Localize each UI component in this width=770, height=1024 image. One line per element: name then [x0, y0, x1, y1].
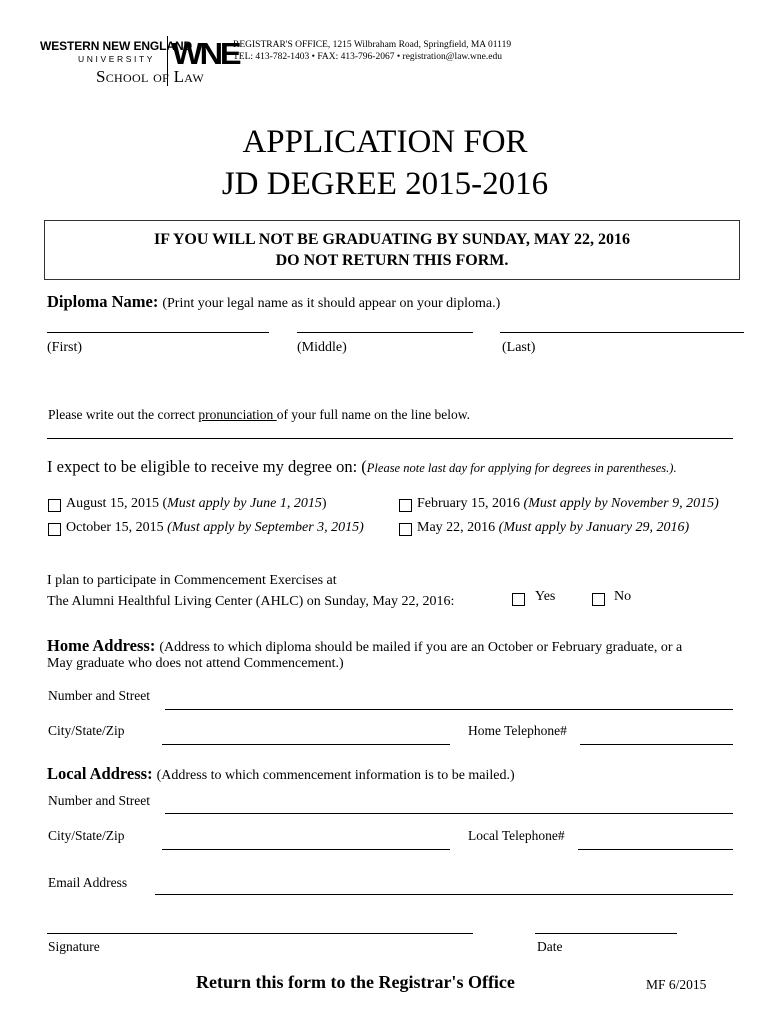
option-date: October 15, 2015: [66, 520, 168, 535]
eligibility-note: Please note last day for applying for degrees in parentheses.).: [366, 461, 677, 475]
option-deadline: (Must apply by September 3, 2015): [167, 520, 364, 535]
commencement-no-label: No: [614, 589, 632, 604]
diploma-name-section: [47, 292, 500, 312]
logo-mark: WNE: [172, 36, 239, 71]
home-street-label: Number and Street: [48, 688, 150, 703]
home-address-instruction-line1: (Address to which diploma should be mailed if you are an October or February graduate, or a: [159, 640, 683, 655]
commencement-line1: I plan to participate in Commencement Exercises at: [47, 573, 337, 588]
local-city-field[interactable]: [162, 849, 450, 850]
option-oct-2015-checkbox[interactable]: [48, 523, 61, 536]
option-deadline: Must apply by June 1, 2015: [167, 496, 322, 511]
form-code: MF 6/2015: [646, 977, 707, 992]
last-name-label: (Last): [502, 340, 536, 355]
pronunciation-field[interactable]: [47, 438, 733, 439]
commencement-line2: The Alumni Healthful Living Center (AHLC) on Sunday, May 22, 2016:: [47, 594, 455, 609]
option-aug-2015-checkbox[interactable]: [48, 499, 61, 512]
first-name-field[interactable]: [47, 332, 269, 333]
email-field[interactable]: [155, 894, 733, 895]
local-address-heading: Local Address:: [47, 764, 153, 783]
home-phone-field[interactable]: [580, 744, 733, 745]
option-oct-2015-label: [66, 520, 364, 536]
option-deadline: (Must apply by January 29, 2016): [498, 520, 690, 535]
local-phone-label: Local Telephone#: [468, 828, 565, 843]
local-street-field[interactable]: [165, 813, 733, 814]
email-label: Email Address: [48, 875, 128, 890]
date-field[interactable]: [535, 933, 677, 934]
diploma-instruction: (Print your legal name as it should appear on your diploma.): [162, 296, 501, 311]
form-title-line1: APPLICATION FOR: [242, 124, 528, 160]
pronunciation-text-before: Please write out the correct: [48, 407, 199, 422]
commencement-no-checkbox[interactable]: [592, 593, 605, 606]
notice-box: [44, 220, 740, 280]
first-name-label: (First): [47, 340, 82, 355]
return-instruction: Return this form to the Registrar's Office: [196, 972, 515, 992]
option-date: August 15, 2015 (: [66, 496, 168, 511]
middle-name-label: (Middle): [297, 340, 347, 355]
commencement-yes-checkbox[interactable]: [512, 593, 525, 606]
last-name-field[interactable]: [500, 332, 744, 333]
logo-wordmark-line3: School of Law: [96, 67, 204, 86]
diploma-heading: Diploma Name:: [47, 292, 159, 311]
option-aug-2015-label: [66, 496, 327, 512]
home-street-field[interactable]: [165, 709, 733, 710]
local-city-label: City/State/Zip: [48, 828, 125, 843]
local-phone-field[interactable]: [578, 849, 733, 850]
option-date: February 15, 2016: [417, 496, 524, 511]
local-address-instruction: (Address to which commencement information is to be mailed.): [156, 768, 515, 783]
home-address-heading-row: [47, 636, 682, 656]
eligibility-heading-text: I expect to be eligible to receive my degree on: (: [47, 457, 367, 476]
option-deadline: (Must apply by November 9, 2015): [523, 496, 719, 511]
signature-label: Signature: [48, 939, 100, 954]
home-address-instruction-line2: May graduate who does not attend Commencement.): [47, 656, 344, 671]
home-address-heading: Home Address:: [47, 636, 156, 655]
date-label: Date: [537, 939, 563, 954]
pronunciation-underlined: pronunciation: [198, 407, 277, 422]
registrar-contact: TEL: 413-782-1403 • FAX: 413-796-2067 • registration@law.wne.edu: [233, 52, 502, 62]
commencement-yes-label: Yes: [535, 589, 556, 604]
notice-line1: IF YOU WILL NOT BE GRADUATING BY SUNDAY, MAY 22, 2016: [154, 231, 630, 248]
logo-wordmark-line2: UNIVERSITY: [78, 54, 156, 64]
home-city-label: City/State/Zip: [48, 723, 125, 738]
pronunciation-text-after: of your full name on the line below.: [276, 407, 471, 422]
option-close: ): [321, 496, 327, 511]
signature-field[interactable]: [47, 933, 473, 934]
registrar-address: REGISTRAR'S OFFICE, 1215 Wilbraham Road, Springfield, MA 01119: [233, 40, 512, 50]
option-may-2016-label: [417, 520, 689, 536]
eligibility-heading: [47, 457, 677, 477]
pronunciation-instruction: [48, 407, 470, 423]
option-feb-2016-label: [417, 496, 719, 512]
option-may-2016-checkbox[interactable]: [399, 523, 412, 536]
middle-name-field[interactable]: [297, 332, 473, 333]
local-address-heading-row: [47, 764, 515, 784]
logo-wordmark-line1: WESTERN NEW ENGLAND: [40, 39, 193, 53]
option-date: May 22, 2016: [417, 520, 499, 535]
home-phone-label: Home Telephone#: [468, 723, 567, 738]
local-street-label: Number and Street: [48, 793, 150, 808]
home-city-field[interactable]: [162, 744, 450, 745]
form-title-line2: JD DEGREE 2015-2016: [221, 166, 549, 202]
option-feb-2016-checkbox[interactable]: [399, 499, 412, 512]
logo-divider: [167, 36, 168, 86]
notice-line2: DO NOT RETURN THIS FORM.: [275, 252, 509, 269]
